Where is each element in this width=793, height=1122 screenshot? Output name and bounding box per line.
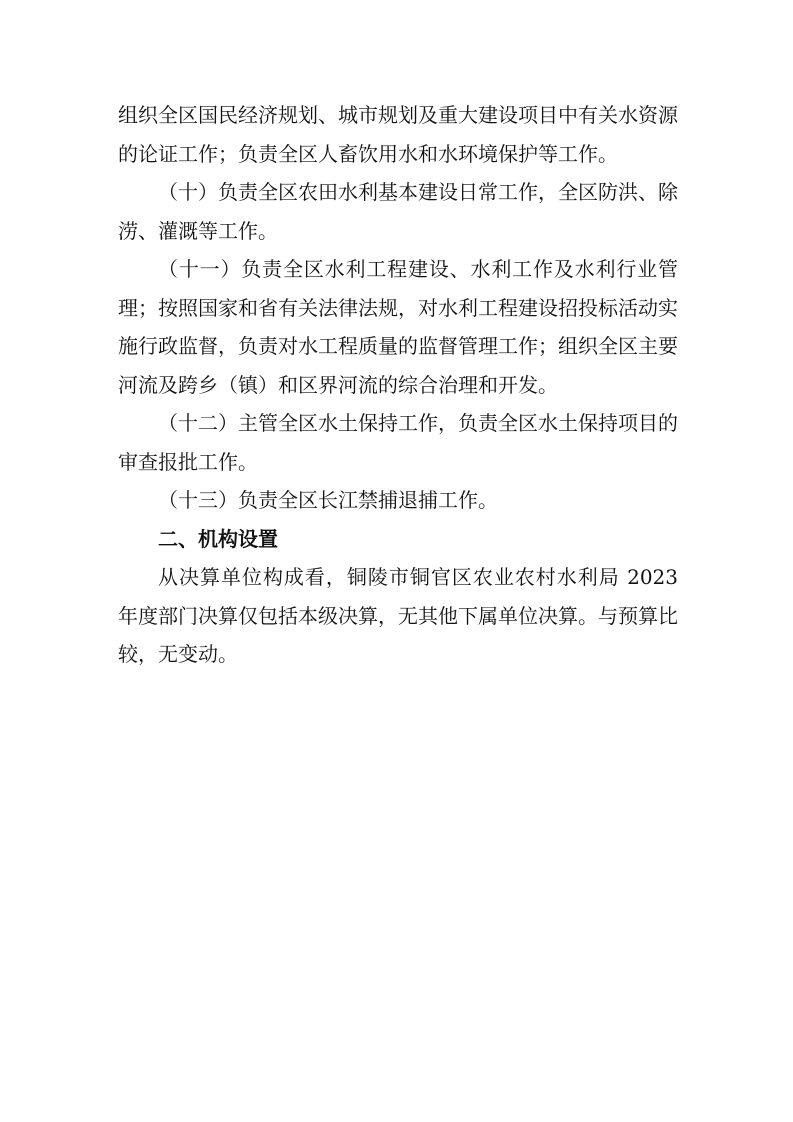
paragraph-item-11: （十一）负责全区水利工程建设、水利工作及水利行业管理；按照国家和省有关法律法规，对水利工程建设招投标活动实施行政监督，负责对水工程质量的监督管理工作；组织全区主要河流及跨乡（镇）和区界河流的综合治理和开发。 xyxy=(118,257,678,397)
section-paragraph: 从决算单位构成看，铜陵市铜官区农业农村水利局 2023 年度部门决算仅包括本级决算，无其他下属单位决算。与预算比较，无变动。 xyxy=(118,565,678,666)
paragraph-continuation: 组织全区国民经济规划、城市规划及重大建设项目中有关水资源的论证工作；负责全区人畜饮用水和水环境保护等工作。 xyxy=(118,103,678,166)
paragraph-item-12: （十二）主管全区水土保持工作，负责全区水土保持项目的审查报批工作。 xyxy=(118,411,678,474)
section-heading: 二、机构设置 xyxy=(158,526,278,551)
paragraph-item-10: （十）负责全区农田水利基本建设日常工作，全区防洪、除涝、灌溉等工作。 xyxy=(118,180,678,243)
paragraph-item-13: （十三）负责全区长江禁捕退捕工作。 xyxy=(158,488,498,512)
document-body xyxy=(118,96,678,674)
